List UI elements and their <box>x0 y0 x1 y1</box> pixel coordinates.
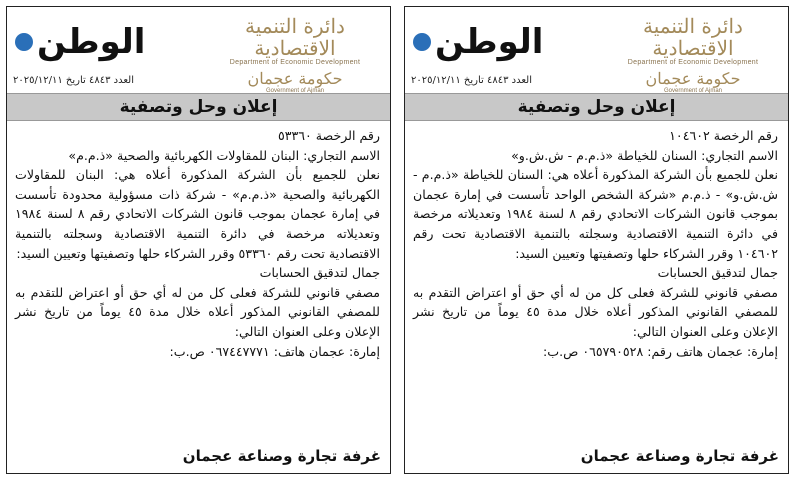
ad-header <box>7 7 390 93</box>
chamber-footer: غرفة تجارة وصناعة عجمان <box>580 447 779 465</box>
ded-logo <box>618 15 768 94</box>
trade-name: الاسم التجاري: البنان للمقاولات الكهربائية والصحية «ذ.م.م» <box>68 147 380 163</box>
ad-card-right <box>404 6 789 474</box>
liquidator-name: جمال لتدقيق الحسابات <box>259 265 380 281</box>
ad-title: إعلان وحل وتصفية <box>7 93 390 121</box>
license-number: رقم الرخصة ١٠٤٦٠٢ <box>669 128 778 143</box>
ad-body <box>405 121 788 361</box>
issue-info: العدد ٤٨٤٣ تاريخ ٢٠٢٥/١٢/١١ <box>13 75 134 86</box>
gov-english-name: Government of Ajman <box>265 87 325 94</box>
ded-arabic-name: دائرة التنمية الاقتصادية <box>643 14 743 60</box>
contact-address: إمارة: عجمان هاتف: ٠٦٧٤٤٧٧٧١ ص.ب: <box>169 343 380 359</box>
announcement-text: نعلن للجميع بأن الشركة المذكورة أعلاه هي: السنان للخياطة «ذ.م.م - ش.ش.و» - ذ.م.م «شركة الشخص الواحد تأسست في إمارة عجمان بموجب قانون الشركات الاتحادي رقم ٨ لسنة ١٩٨٤ وتعديلاته مرخصة في دائرة التنمية الاقتصادية وسجلته بالتنمية الاقتصادية تحت رقم ١٠٤٦٠٢ وقرر الشركاء حلها وتصفيتها وتعيين السيد: <box>413 167 778 261</box>
ad-title: إعلان وحل وتصفية <box>405 93 788 121</box>
ded-logo <box>220 15 370 94</box>
gov-arabic-name: حكومة عجمان <box>247 69 343 88</box>
ded-english-name: Department of Economic Development <box>627 59 759 66</box>
ad-body <box>7 121 390 361</box>
issue-info: العدد ٤٨٤٣ تاريخ ٢٠٢٥/١٢/١١ <box>411 75 532 86</box>
objection-notice: مصفي قانوني للشركة فعلى كل من له أي حق أو اعتراض للتقدم به للمصفي القانوني المذكور أعلاه خلال مدة ٤٥ يوماً من تاريخ نشر الإعلان وعلى العنوان التالي: <box>15 284 380 339</box>
ad-card-left <box>6 6 391 474</box>
announcement-text: نعلن للجميع بأن الشركة المذكورة أعلاه هي: البنان للمقاولات الكهربائية والصحية «ذ.م.م» - شركة ذات مسؤولية محدودة تأسست في إمارة عجمان بموجب قانون الشركات الاتحادي رقم ٨ لسنة ١٩٨٤ وتعديلاته مرخصة في دائرة التنمية الاقتصادية وسجلته بالتنمية الاقتصادية تحت رقم ٥٣٣٦٠ وقرر الشركاء حلها وتصفيتها وتعيين السيد: <box>15 167 380 261</box>
ded-arabic-name: دائرة التنمية الاقتصادية <box>245 14 345 60</box>
ad-header <box>405 7 788 93</box>
contact-address: إمارة: عجمان هاتف رقم: ٠٦٥٧٩٠٥٢٨ ص.ب: <box>542 343 778 359</box>
license-number: رقم الرخصة ٥٣٣٦٠ <box>277 128 380 143</box>
newspaper-logo: الوطن <box>37 22 146 62</box>
chamber-footer: غرفة تجارة وصناعة عجمان <box>182 447 381 465</box>
trade-name: الاسم التجاري: السنان للخياطة «ذ.م.م - ش.ش.و» <box>511 147 778 163</box>
objection-notice: مصفي قانوني للشركة فعلى كل من له أي حق أو اعتراض التقدم به للمصفي القانوني المذكور أعلاه خلال مدة ٤٥ يوماً من تاريخ نشر الإعلان وعلى العنوان التالي: <box>413 284 778 339</box>
gov-arabic-name: حكومة عجمان <box>645 69 741 88</box>
newspaper-logo: الوطن <box>435 22 544 62</box>
liquidator-name: جمال لتدقيق الحسابات <box>657 265 778 281</box>
ded-english-name: Department of Economic Development <box>229 59 361 66</box>
gov-english-name: Government of Ajman <box>663 87 723 94</box>
